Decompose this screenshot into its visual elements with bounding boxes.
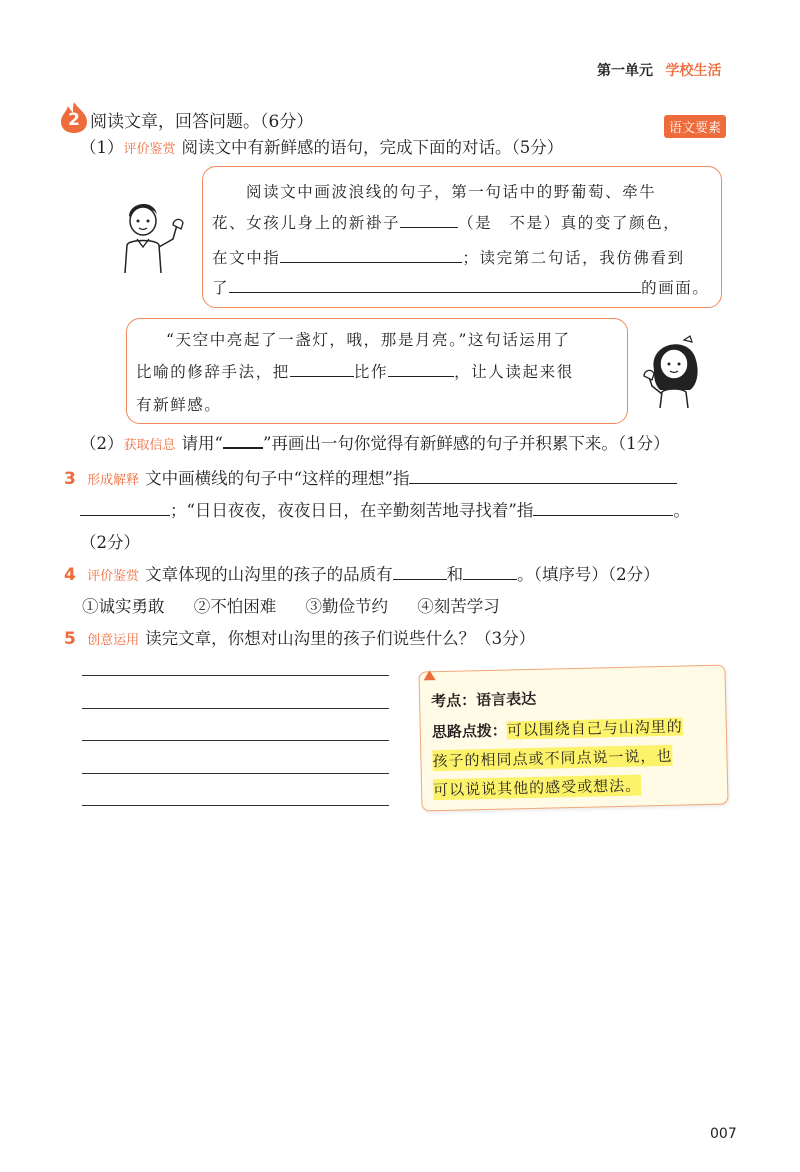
bubble2-line3: 有新鲜感。 [136, 396, 222, 414]
bubble1-text: 花、女孩儿身上的新褂子 [212, 214, 401, 232]
running-header [597, 60, 721, 80]
q3-text: 。 [673, 501, 690, 520]
bubble1-line2 [212, 205, 680, 242]
tip-label: 思路点拨： [431, 721, 508, 742]
writing-line[interactable] [82, 805, 389, 806]
q3-text: ；“日日夜夜，夜夜日日，在辛勤刻苦地寻找着”指 [170, 501, 534, 520]
bubble1-line1: 阅读文中画波浪线的句子，第一句话中的野葡萄、牵牛 [246, 183, 657, 201]
q1-text: 阅读文中有新鲜感的语句，完成下面的对话。（5分） [181, 138, 564, 157]
answer-blank[interactable] [409, 467, 677, 484]
tip-text: 可以围绕自己与山沟里的 [506, 717, 684, 740]
answer-blank[interactable] [393, 563, 447, 580]
q3-tag: 形成解释 [87, 473, 140, 488]
option-item: ③勤俭节约 [305, 597, 388, 616]
section-number: 2 [68, 110, 80, 130]
q5-number: 5 [64, 629, 76, 649]
bubble2-line1: “天空中亮起了一盏灯，哦，那是月亮。”这句话运用了 [166, 331, 571, 349]
q3-line2 [80, 497, 690, 521]
answer-blank[interactable] [80, 499, 170, 516]
tip-title: 考点：语言表达 [430, 689, 537, 711]
writing-line[interactable] [82, 740, 389, 741]
tip-card [418, 665, 728, 812]
q2-text: ”再画出一句你觉得有新鲜感的句子并积累下来。（1分） [262, 434, 670, 453]
q5-tag: 创意运用 [87, 633, 140, 648]
bubble2-text: 比喻的修辞手法，把 [136, 363, 290, 381]
q3-text: 文中画横线的句子中“这样的理想”指 [145, 469, 410, 488]
writing-line[interactable] [82, 708, 389, 709]
bubble2-text: 比作 [353, 363, 389, 381]
bubble1-text: （是 不是）真的变了颜色， [458, 214, 681, 232]
q3-number: 3 [64, 469, 76, 489]
tip-line2: 孩子的相同点或不同点说一说，也 [432, 746, 673, 771]
writing-line[interactable] [82, 773, 389, 774]
q5-text: 读完文章，你想对山沟里的孩子们说些什么？（3分） [145, 629, 536, 648]
topic-label: 学校生活 [665, 63, 722, 79]
q2-text: 请用“ [181, 434, 223, 453]
q4-options [82, 593, 500, 617]
answer-blank[interactable] [463, 563, 517, 580]
bubble1-text: 在文中指 [212, 249, 281, 267]
q1-line [80, 134, 563, 158]
answer-blank[interactable] [229, 276, 641, 293]
bubble2-text: ，让人读起来很 [454, 363, 574, 381]
answer-blank[interactable] [290, 360, 354, 377]
page-number: 007 [710, 1126, 737, 1142]
q3-line1 [64, 465, 677, 489]
bubble1-line4 [212, 270, 710, 307]
bubble2-line2 [136, 354, 574, 391]
q2-line [80, 430, 670, 454]
answer-blank[interactable] [388, 360, 454, 377]
q4-line [64, 561, 660, 585]
answer-blank[interactable] [400, 211, 458, 228]
yuwen-yaosu-label: 语文要素 [664, 115, 726, 138]
option-item: ①诚实勇敢 [82, 597, 165, 616]
pin-icon [421, 668, 437, 682]
answer-blank[interactable] [533, 499, 673, 516]
underline-sample [223, 431, 263, 449]
q1-tag: 评价鉴赏 [123, 142, 176, 157]
q4-tag: 评价鉴赏 [87, 569, 140, 584]
q2-tag: 获取信息 [123, 438, 176, 453]
q4-number: 4 [64, 565, 76, 585]
q1-number: （1） [80, 138, 124, 157]
girl-illustration [640, 330, 720, 410]
boy-illustration [115, 195, 195, 275]
tip-line3: 可以说说其他的感受或想法。 [432, 776, 642, 800]
q4-text: 。（填序号）（2分） [517, 565, 660, 584]
q3-score: （2分） [80, 533, 140, 552]
unit-label: 第一单元 [597, 63, 653, 79]
section-title: 阅读文章，回答问题。（6分） [90, 112, 314, 132]
option-item: ②不怕困难 [193, 597, 277, 616]
writing-line[interactable] [82, 675, 389, 676]
tip-line1 [432, 716, 683, 743]
q2-number: （2） [80, 434, 124, 453]
option-item: ④刻苦学习 [417, 597, 500, 616]
bubble1-text: 了 [212, 279, 230, 297]
q4-text: 和 [446, 565, 464, 584]
section-badge [60, 101, 88, 134]
answer-blank[interactable] [280, 246, 462, 263]
q5-line [64, 625, 535, 649]
bubble1-text: ；读完第二句话，我仿佛看到 [462, 249, 685, 267]
q4-text: 文章体现的山沟里的孩子的品质有 [145, 565, 393, 584]
bubble1-text: 的画面。 [641, 279, 710, 297]
